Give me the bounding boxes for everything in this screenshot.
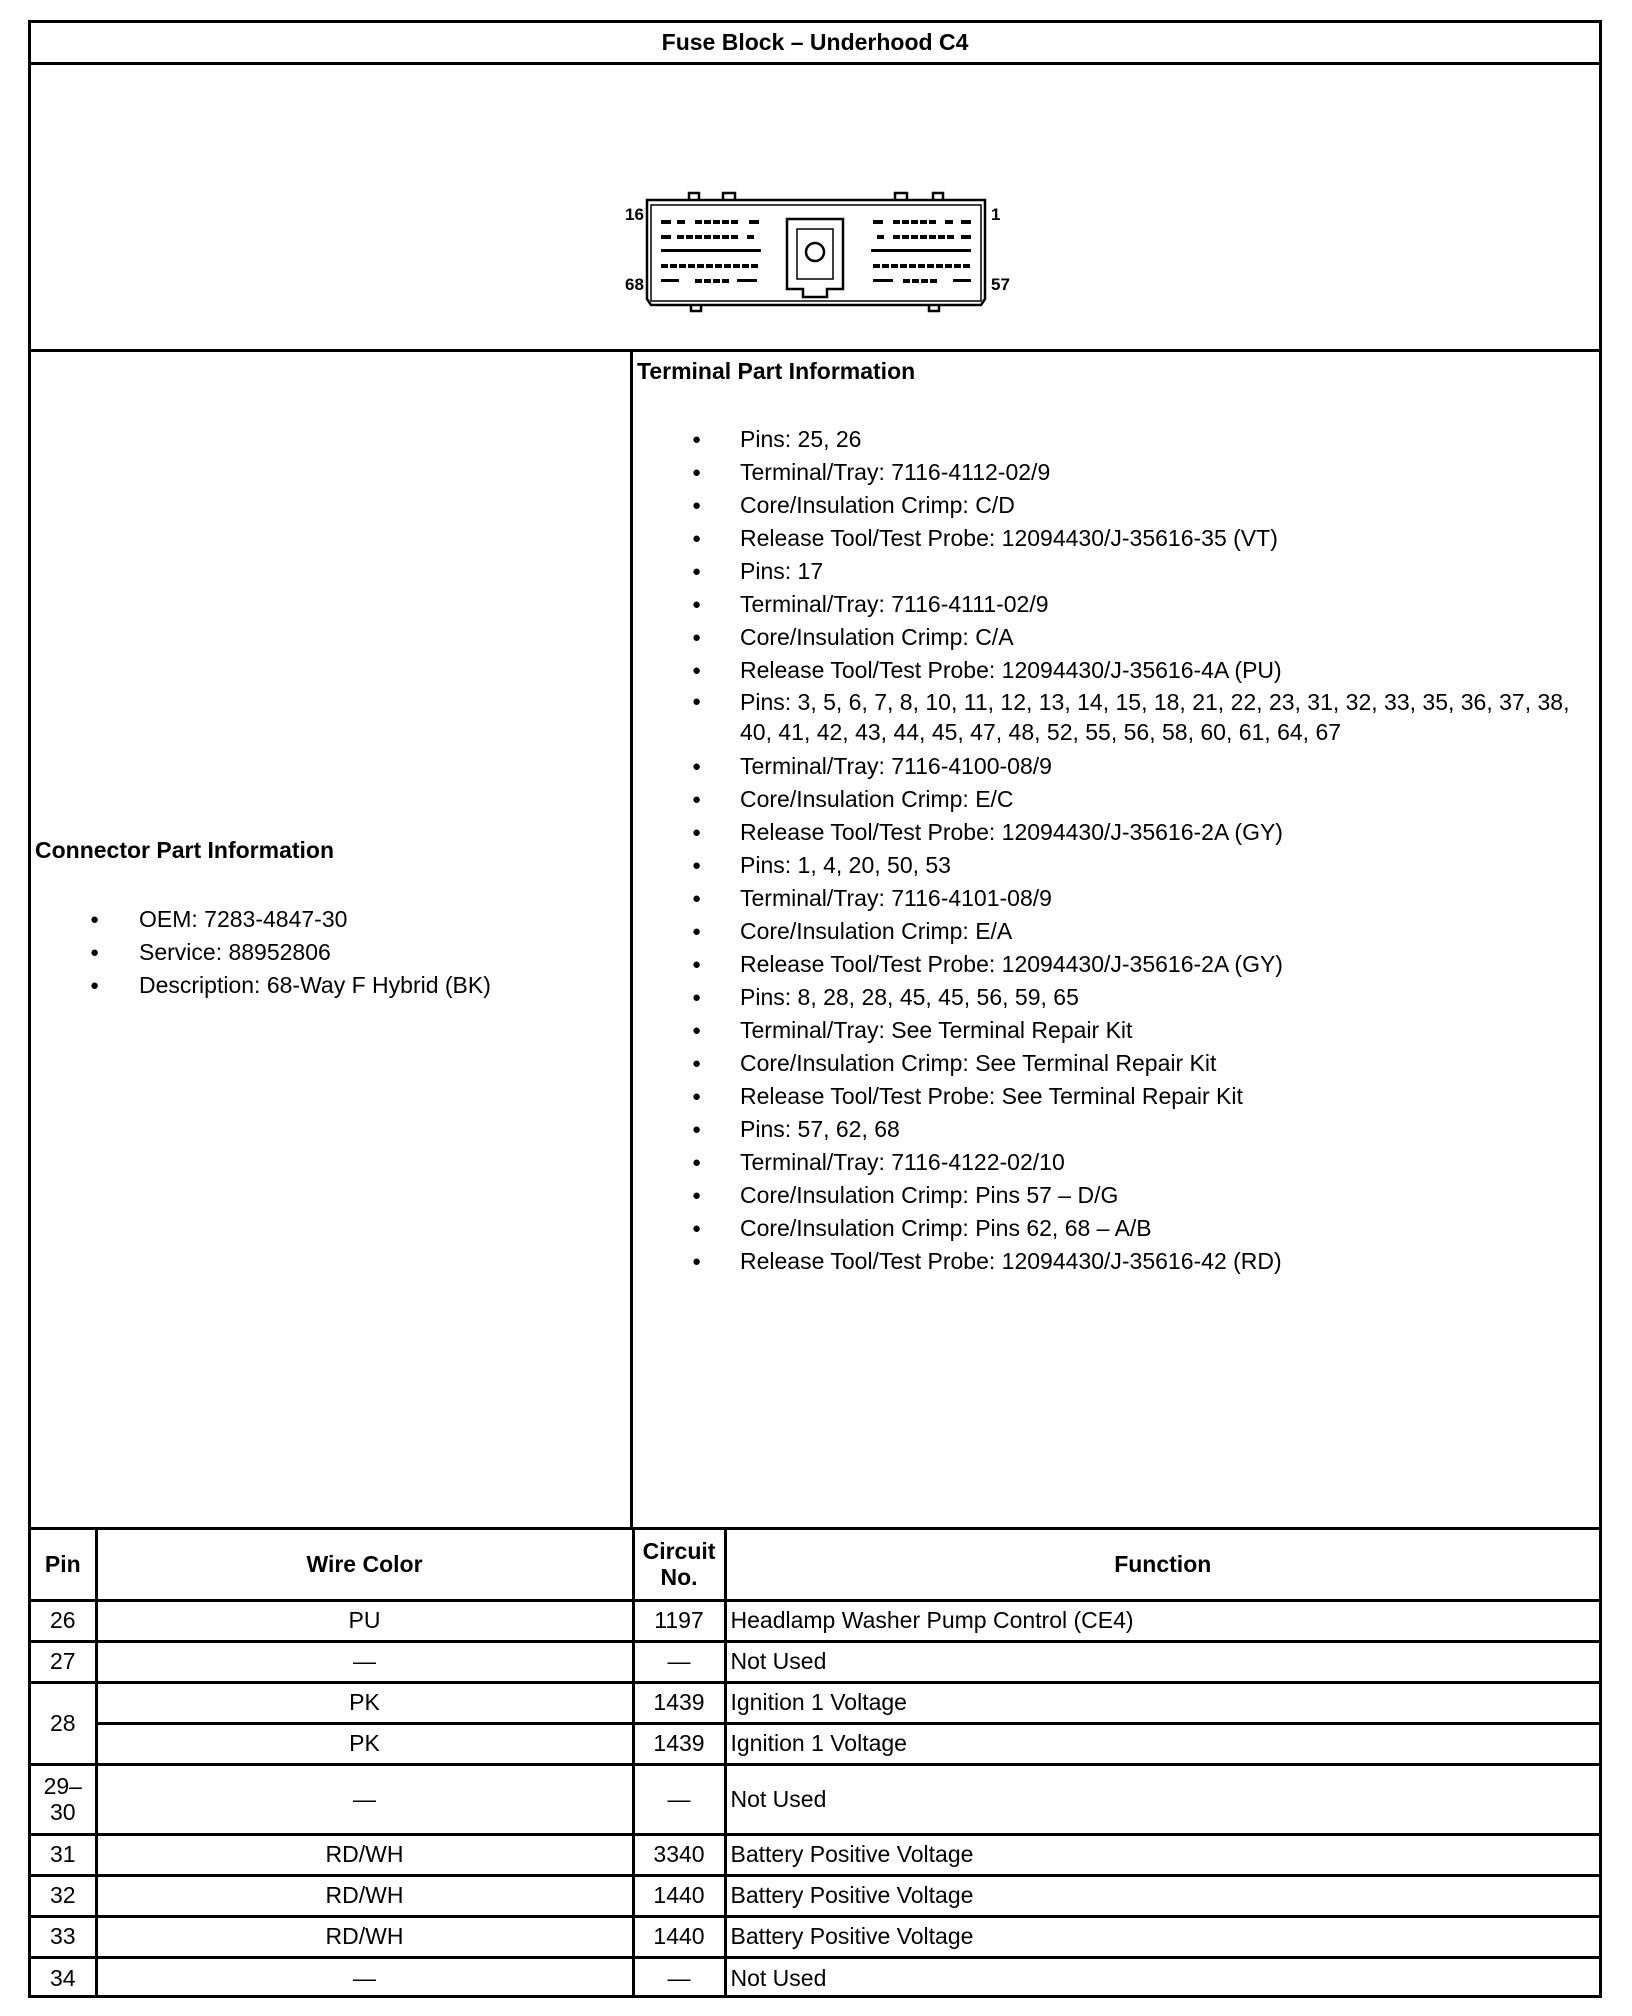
terminal-group: [637, 1113, 1579, 1278]
cell-wire: —: [96, 1764, 633, 1834]
cell-wire: RD/WH: [96, 1875, 633, 1916]
cell-pin: 26: [31, 1600, 96, 1641]
list-item: ● Release Tool/Test Probe: 12094430/J-35616-35 (VT): [637, 522, 1579, 555]
page-title: Fuse Block – Underhood C4: [31, 23, 1599, 65]
header-wire-color: Wire Color: [96, 1530, 633, 1600]
list-item: ● Release Tool/Test Probe: 12094430/J-35616-42 (RD): [637, 1245, 1579, 1278]
connector-face-diagram: [31, 65, 1599, 352]
cell-circuit: —: [633, 1957, 725, 1998]
terminal-part-info: [633, 352, 1599, 1527]
pin-label-1: 1: [991, 205, 1001, 224]
table-row: [31, 1834, 1599, 1875]
cell-wire: —: [96, 1641, 633, 1682]
terminal-group: [637, 423, 1579, 555]
list-item: ● Release Tool/Test Probe: 12094430/J-35616-2A (GY): [637, 948, 1579, 981]
table-row: [31, 1641, 1599, 1682]
cell-pin: 31: [31, 1834, 96, 1875]
list-item: ● Pins: 8, 28, 28, 45, 45, 56, 59, 65: [637, 981, 1579, 1014]
cell-function: Headlamp Washer Pump Control (CE4): [725, 1600, 1599, 1641]
list-item: ● Core/Insulation Crimp: Pins 62, 68 – A/B: [637, 1212, 1579, 1245]
cell-circuit: 1440: [633, 1916, 725, 1957]
terminal-group: [637, 849, 1579, 981]
list-item: ● Terminal/Tray: 7116-4101-08/9: [637, 882, 1579, 915]
cell-pin: 27: [31, 1641, 96, 1682]
cell-circuit: 1440: [633, 1875, 725, 1916]
cell-circuit: 1439: [633, 1682, 725, 1723]
header-function: Function: [725, 1530, 1599, 1600]
cell-wire: RD/WH: [96, 1916, 633, 1957]
terminal-info-heading: Terminal Part Information: [637, 358, 916, 384]
table-row: [31, 1764, 1599, 1834]
pin-label-16: 16: [625, 205, 644, 224]
list-item: ● Core/Insulation Crimp: E/A: [637, 915, 1579, 948]
list-item: ● Terminal/Tray: See Terminal Repair Kit: [637, 1014, 1579, 1047]
table-row: [31, 1875, 1599, 1916]
cell-circuit: 1439: [633, 1723, 725, 1764]
pin-table: [31, 1530, 1599, 1998]
header-circuit: Circuit No.: [633, 1530, 725, 1600]
list-item: ● Terminal/Tray: 7116-4122-02/10: [637, 1146, 1579, 1179]
list-item: ● Terminal/Tray: 7116-4112-02/9: [637, 456, 1579, 489]
list-item: ● Pins: 57, 62, 68: [637, 1113, 1579, 1146]
list-item: ● Pins: 3, 5, 6, 7, 8, 10, 11, 12, 13, 14, 15, 18, 21, 22, 23, 31, 32, 33, 35, 36, 37, 38, 40, 41, 42, 43, 44, 45, 47, 48, 52, 55, 56, 58, 60, 61, 64, 67: [637, 687, 1579, 750]
cell-function: Ignition 1 Voltage: [725, 1682, 1599, 1723]
cell-function: Not Used: [725, 1641, 1599, 1682]
table-row: [31, 1600, 1599, 1641]
table-row: [31, 1682, 1599, 1723]
list-item: ● Service: 88952806: [35, 936, 622, 969]
cell-function: Battery Positive Voltage: [725, 1834, 1599, 1875]
list-item: ● Core/Insulation Crimp: See Terminal Repair Kit: [637, 1047, 1579, 1080]
cell-function: Battery Positive Voltage: [725, 1916, 1599, 1957]
cell-function: Battery Positive Voltage: [725, 1875, 1599, 1916]
cell-circuit: 3340: [633, 1834, 725, 1875]
cell-circuit: —: [633, 1764, 725, 1834]
pin-label-57: 57: [991, 275, 1010, 294]
list-item: ● Release Tool/Test Probe: 12094430/J-35616-2A (GY): [637, 816, 1579, 849]
list-item: ● Pins: 25, 26: [637, 423, 1579, 456]
cell-function: Not Used: [725, 1957, 1599, 1998]
list-item: ● Core/Insulation Crimp: E/C: [637, 783, 1579, 816]
table-row: [31, 1957, 1599, 1998]
connector-info-list: [35, 903, 622, 1002]
cell-wire: PK: [96, 1682, 633, 1723]
list-item: ● Pins: 1, 4, 20, 50, 53: [637, 849, 1579, 882]
connector-diagram-section: [31, 65, 1599, 352]
header-pin: Pin: [31, 1530, 96, 1600]
cell-wire: PK: [96, 1723, 633, 1764]
list-item: ● Terminal/Tray: 7116-4100-08/9: [637, 750, 1579, 783]
list-item: ● Core/Insulation Crimp: C/D: [637, 489, 1579, 522]
table-row: [31, 1723, 1599, 1764]
document-sheet: [28, 20, 1602, 1998]
list-item: ● Pins: 17: [637, 555, 1579, 588]
list-item: ● Release Tool/Test Probe: 12094430/J-35616-4A (PU): [637, 654, 1579, 687]
cell-function: Not Used: [725, 1764, 1599, 1834]
list-item: ● Core/Insulation Crimp: Pins 57 – D/G: [637, 1179, 1579, 1212]
list-item: ● Description: 68-Way F Hybrid (BK): [35, 969, 622, 1002]
list-item: ● Release Tool/Test Probe: See Terminal Repair Kit: [637, 1080, 1579, 1113]
cell-pin: 33: [31, 1916, 96, 1957]
connector-info-heading: Connector Part Information: [35, 837, 335, 863]
part-information-section: [31, 352, 1599, 1530]
list-item: ● OEM: 7283-4847-30: [35, 903, 622, 936]
terminal-group: [637, 555, 1579, 687]
cell-pin: 34: [31, 1957, 96, 1998]
cell-wire: PU: [96, 1600, 633, 1641]
list-item: ● Terminal/Tray: 7116-4111-02/9: [637, 588, 1579, 621]
cell-wire: —: [96, 1957, 633, 1998]
terminal-group: [637, 981, 1579, 1113]
pin-label-68: 68: [625, 275, 644, 294]
table-header-row: [31, 1530, 1599, 1600]
cell-pin: 32: [31, 1875, 96, 1916]
table-row: [31, 1916, 1599, 1957]
cell-pin: 28: [31, 1682, 96, 1764]
terminal-group: [637, 687, 1579, 849]
cell-pin: 29– 30: [31, 1764, 96, 1834]
cell-circuit: —: [633, 1641, 725, 1682]
list-item: ● Core/Insulation Crimp: C/A: [637, 621, 1579, 654]
cell-circuit: 1197: [633, 1600, 725, 1641]
cell-wire: RD/WH: [96, 1834, 633, 1875]
cell-function: Ignition 1 Voltage: [725, 1723, 1599, 1764]
connector-part-info: [31, 352, 633, 1527]
